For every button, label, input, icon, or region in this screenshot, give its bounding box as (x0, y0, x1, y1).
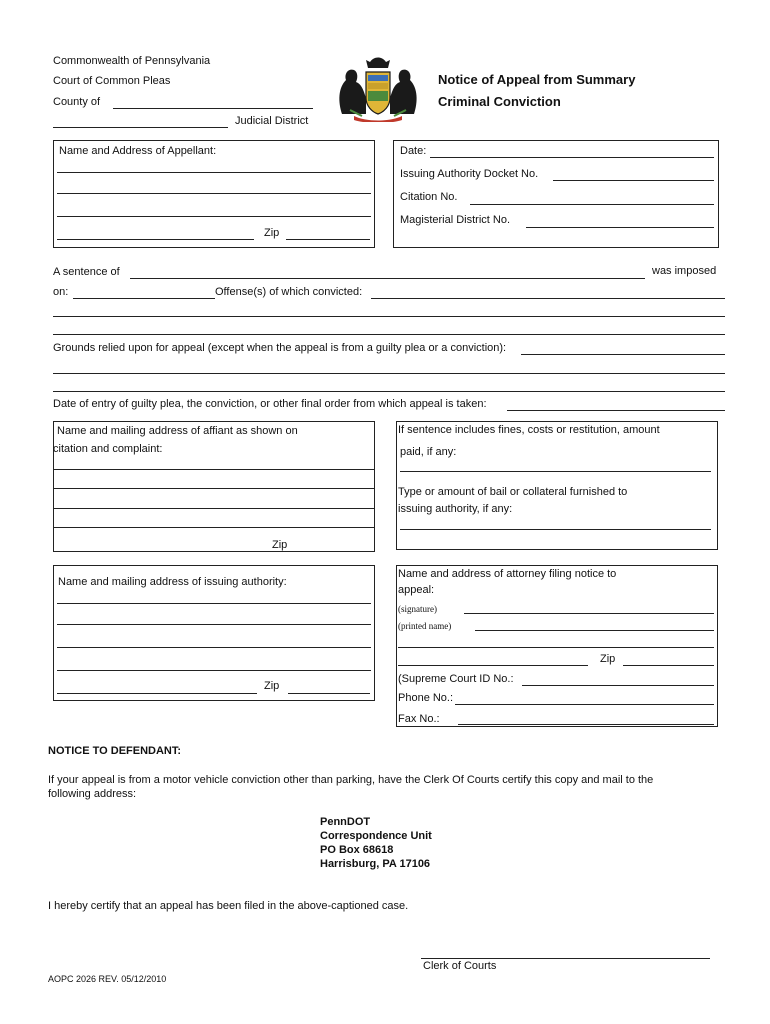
affiant-zip-label: Zip (272, 539, 288, 551)
commonwealth-label: Commonwealth of Pennsylvania (53, 55, 211, 67)
attorney-label-line1: Name and address of attorney filing notice to (398, 568, 617, 580)
judicial-district-label: Judicial District (235, 115, 309, 127)
magisterial-district-label: Magisterial District No. (400, 214, 511, 226)
printed-name-label: (printed name) (398, 621, 452, 631)
date-of-entry-input[interactable] (507, 410, 725, 411)
appellant-label: Name and Address of Appellant: (59, 145, 217, 157)
offense-line-3[interactable] (53, 334, 725, 335)
issuing-line-2[interactable] (57, 624, 371, 625)
form-id: AOPC 2026 REV. 05/12/2010 (48, 974, 167, 984)
fax-input[interactable] (458, 724, 714, 725)
district-input-line[interactable] (53, 127, 228, 128)
attorney-zip-input[interactable] (623, 665, 714, 666)
grounds-line-3[interactable] (53, 391, 725, 392)
affiant-label-line2: citation and complaint: (53, 443, 163, 455)
docket-label: Issuing Authority Docket No. (400, 168, 539, 180)
appellant-zip-input[interactable] (286, 239, 370, 240)
signature-label: (signature) (398, 604, 437, 614)
appellant-zip-label: Zip (264, 227, 280, 239)
notice-text-line1: If your appeal is from a motor vehicle conviction other than parking, have the Clerk Of Courts certify this copy and mail to the (48, 774, 654, 786)
issuing-line-5[interactable] (57, 693, 257, 694)
affiant-label-line1: Name and mailing address of affiant as shown on (57, 425, 298, 437)
appellant-line-1[interactable] (57, 172, 371, 173)
fines-amount-input[interactable] (400, 471, 711, 472)
offense-input[interactable] (371, 298, 725, 299)
pennsylvania-seal-icon (332, 54, 424, 122)
fines-label-line2: paid, if any: (400, 446, 457, 458)
county-input-line[interactable] (113, 108, 313, 109)
bail-label-line2: issuing authority, if any: (398, 503, 513, 515)
issuing-line-1[interactable] (57, 603, 371, 604)
grounds-input[interactable] (521, 354, 725, 355)
phone-label: Phone No.: (398, 692, 454, 704)
sentence-input[interactable] (130, 278, 645, 279)
date-input[interactable] (430, 157, 714, 158)
fines-label-line1: If sentence includes fines, costs or restitution, amount (398, 424, 660, 436)
grounds-line-2[interactable] (53, 373, 725, 374)
grounds-label: Grounds relied upon for appeal (except when the appeal is from a guilty plea or a conviction): (53, 342, 507, 354)
phone-input[interactable] (455, 704, 714, 705)
supreme-court-id-label: (Supreme Court ID No.: (398, 673, 514, 685)
attorney-zip-label: Zip (600, 653, 616, 665)
was-imposed-label: was imposed (652, 265, 717, 277)
docket-input[interactable] (553, 180, 714, 181)
affiant-line-4[interactable] (53, 527, 375, 528)
citation-label: Citation No. (400, 191, 458, 203)
date-of-entry-label: Date of entry of guilty plea, the conviction, or other final order from which appeal is taken: (53, 398, 487, 410)
citation-input[interactable] (470, 204, 714, 205)
attorney-label-line2: appeal: (398, 584, 435, 596)
attorney-address-line-1[interactable] (398, 647, 714, 648)
notice-text-line2: following address: (48, 788, 137, 800)
supreme-court-id-input[interactable] (522, 685, 714, 686)
issuing-zip-label: Zip (264, 680, 280, 692)
bail-amount-input[interactable] (400, 529, 711, 530)
affiant-line-2[interactable] (53, 488, 375, 489)
issuing-authority-label: Name and mailing address of issuing authority: (58, 576, 287, 588)
county-label: County of (53, 96, 101, 108)
issuing-line-3[interactable] (57, 647, 371, 648)
court-label: Court of Common Pleas (53, 75, 171, 87)
penndot-address-line4: Harrisburg, PA 17106 (320, 858, 431, 870)
offense-label: Offense(s) of which convicted: (215, 286, 363, 298)
sentence-label: A sentence of (53, 266, 120, 278)
date-label: Date: (400, 145, 427, 157)
clerk-of-courts-label: Clerk of Courts (423, 960, 497, 972)
appellant-line-2[interactable] (57, 193, 371, 194)
penndot-address-line3: PO Box 68618 (320, 844, 394, 856)
clerk-signature-line[interactable] (421, 958, 710, 959)
attorney-address-line-2[interactable] (398, 665, 588, 666)
form-title-line1: Notice of Appeal from Summary (438, 72, 636, 87)
issuing-zip-input[interactable] (288, 693, 370, 694)
appellant-line-3[interactable] (57, 216, 371, 217)
penndot-address-line2: Correspondence Unit (320, 830, 432, 842)
certify-text: I hereby certify that an appeal has been filed in the above-captioned case. (48, 900, 409, 912)
issuing-line-4[interactable] (57, 670, 371, 671)
penndot-address-line1: PennDOT (320, 816, 371, 828)
bail-label-line1: Type or amount of bail or collateral furnished to (398, 486, 628, 498)
affiant-line-1[interactable] (53, 469, 375, 470)
on-date-input[interactable] (73, 298, 215, 299)
attorney-printed-name-input[interactable] (475, 630, 714, 631)
fax-label: Fax No.: (398, 713, 440, 725)
affiant-line-3[interactable] (53, 508, 375, 509)
attorney-signature-input[interactable] (464, 613, 714, 614)
magisterial-district-input[interactable] (526, 227, 714, 228)
offense-line-2[interactable] (53, 316, 725, 317)
notice-heading: NOTICE TO DEFENDANT: (48, 745, 182, 757)
affiant-box (53, 421, 375, 552)
on-label: on: (53, 286, 69, 298)
appellant-line-4[interactable] (57, 239, 254, 240)
form-title-line2: Criminal Conviction (438, 94, 561, 109)
